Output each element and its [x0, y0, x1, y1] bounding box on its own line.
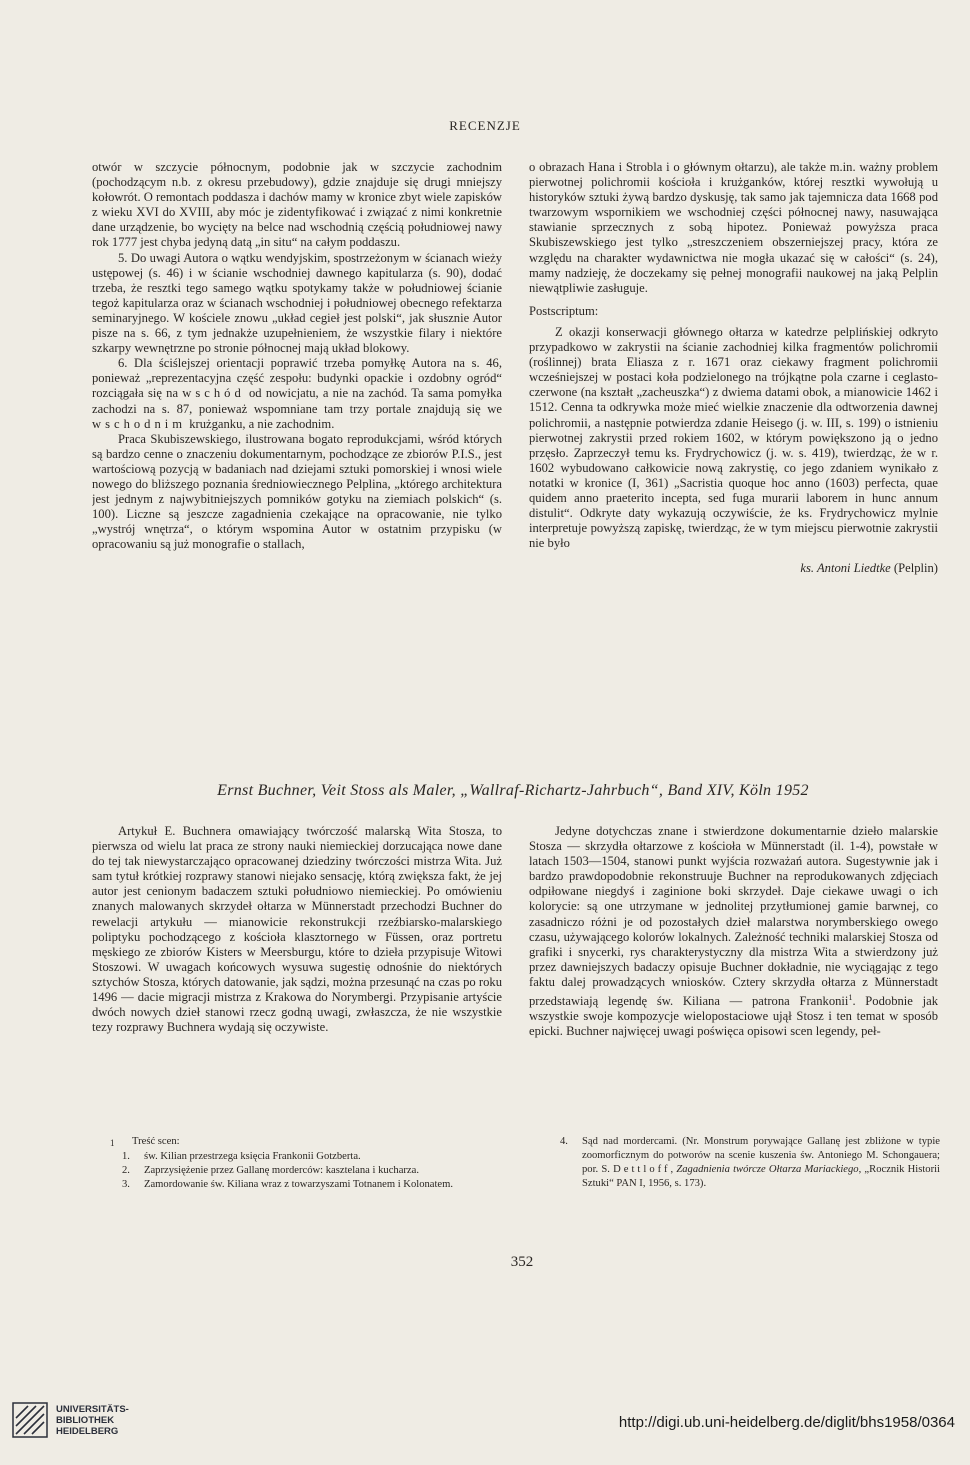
footnote-intro — [110, 1135, 502, 1150]
right-column-top — [529, 160, 938, 576]
footnote-item-number: 3. — [122, 1179, 130, 1190]
paragraph — [92, 356, 502, 431]
paragraph: o obrazach Hana i Strobla i o głównym ołtarzu), ale także m.in. ważny problem pierwotnej polichromii kościoła i krużganków, której resztki wywołują u historyków sztuki żywą bardzo dyskusję, tak samo jak tajemnicza data 1668 pod twarzowym wspornikiem we wschodniej części północnej nawy, nasuwająca stawianie sprzecznych z sobą hipotez. Ponieważ powyższa praca Skubiszewskiego jest tylko „streszczeniem obszerniejszej pracy, która ze względu na charakter wydawnictwa nie mogła ukazać się w całości“ (s. 24), mamy nadzieję, że doczekamy się pełnej monografii naukowej na jaką Pelplin niewątpliwie zasługuje. — [529, 160, 938, 295]
library-name-line: UNIVERSITÄTS- — [56, 1403, 129, 1415]
footnote-item — [110, 1150, 502, 1164]
paragraph: otwór w szczycie północnym, podobnie jak w szczycie zachodnim (pochodzącym n.b. z okresu przebudowy), gdzie znajduje się drugi mniejszy kołowrót. O remontach poddasza i dachów mamy w kronice zbyt wiele zapisków z wieku XVI do XVIII, aby móc je zidentyfikować i związać z nimi konkretnie dane urządzenie, bo wycięty na belce nad wschodnią częścią południowej nawy rok 1777 jest chyba jedyną datą „in situ“ na całym poddaszu. — [92, 160, 502, 250]
spaced-emphasis: Dettloff — [613, 1164, 671, 1175]
source-url[interactable]: http://digi.ub.uni-heidelberg.de/diglit/bhs1958/0364 — [618, 1414, 955, 1431]
paragraph: Z okazji konserwacji głównego ołtarza w katedrze pelplińskiej odkryto przypadkowo w zakrystii na ścianie zachodniej kilka fragmentów polichromii (roślinnej) brata Eliasza z r. 1671 oraz ciekawy fragment polichromii wcześniejszej w postaci koła podzielonego na trójkątne pola czarne i ceglasto-czerwone (na kształt „zacheuszka“) z dwiema datami obok, a mianowicie 1462 i 1512. Cenna ta odkrywka może mieć wielkie znaczenie dla odtworzenia dawnej polichromii, a następnie potwierdza zdanie Heisego (j. w. III, s. 199) o istnieniu pierwotnej zakrystii przed rokiem 1602, w którym powiększono ją o jedno przęsło. Zaprzeczył temu ks. Frydrychowicz (j. w. s. 419), twierdząc, że w r. 1602 wybudowano całkowicie nową zakrystię, co jego zdaniem wynikało z notatki w kronice (I, 361) „Sacristia quoque hoc anno (1603) perfecta, quae quidem anno praeterito incepta, sed fuga murarii laborem in hunc annum distulit“. Odkryte daty wykazują oczywiście, że ks. Frydrychowicz mylnie interpretuje powyższą zapiskę, twierdząc, że w tym miejscu pierwotnie zakrystii nie było — [529, 324, 938, 551]
footnote-item — [110, 1164, 502, 1178]
signature-name: ks. Antoni Liedtke — [800, 561, 891, 576]
footnote-item-text: Zamordowanie św. Kiliana wraz z towarzyszami Totnanem i Kolonatem. — [144, 1179, 454, 1190]
library-logo — [12, 1400, 192, 1440]
footnote-text: , — [670, 1164, 677, 1175]
running-head: RECENZJE — [449, 118, 521, 133]
left-column-bottom — [92, 824, 502, 1035]
footnote-text: Treść scen: — [132, 1136, 180, 1147]
footnote-item — [110, 1178, 502, 1192]
paragraph — [529, 824, 938, 1040]
footnote-number: 1 — [110, 1138, 115, 1148]
footnote-item-text — [582, 1135, 940, 1191]
footnote-item-number: 1. — [122, 1151, 130, 1162]
footnote-text: , „Rocznik Historii Sztuki“ PAN I, 1956, s. 173). — [582, 1164, 941, 1189]
footnotes-left — [110, 1135, 502, 1192]
footnote-item-number: 4. — [560, 1136, 568, 1147]
footnote-item-number: 2. — [122, 1165, 130, 1176]
footnote-ref: 1 — [848, 993, 853, 1003]
library-name-line: HEIDELBERG — [56, 1425, 119, 1437]
paragraph-text: 6. Dla ściślejszej orientacji poprawić trzeba pomyłkę Autora na s. 46, ponieważ „reprezentacyjna część zespołu: budynki opackie i ozdobny ogród“ rozciągała się na — [92, 356, 502, 401]
right-column-bottom — [529, 824, 938, 1040]
left-column-top — [92, 160, 502, 552]
paragraph: 5. Do uwagi Autora o wątku wendyjskim, spostrzeżonym w ścianach wieży ustępowej (s. 46) i w ścianie wschodniej dawnego kapitularza (s. 90), dodać trzeba, że resztki tego samego wątku spotykamy także w południowej ścianie tegoż kapitularza oraz w ścianach wschodniej i południowej obecnego refektarza seminaryjnego. W kościele znowu „układ cegieł jest polski“, jak słusznie Autor pisze na s. 66, z tym jednakże uzupełnieniem, że wszystkie filary i niektóre szkarpy wewnętrzne po stronie północnej mają układ blokowy. — [92, 250, 502, 356]
spaced-emphasis: wschód — [182, 386, 245, 401]
footnote-item-text: Zaprzysiężenie przez Gallanę morderców: kasztelana i kucharza. — [144, 1165, 419, 1176]
footnote-item-text: św. Kilian przestrzega księcia Frankonii Gotzberta. — [144, 1151, 361, 1162]
paragraph: Praca Skubiszewskiego, ilustrowana bogato reprodukcjami, wśród których są bardzo cenne o znaczeniu dokumentarnym, pochodzące ze zbiorów P.I.S., jest wartościową pozycją w badaniach nad dziejami sztuki pomorskiej i wnosi wiele nowego do bliższego poznania średniowiecznego Pelplina, „którego architektura jest jednym z najwybitniejszych pomników gotyku na ziemiach polskich“ (s. 100). Liczne są jeszcze zagadnienia czekające na opracowanie, nie tylko „wystrój wnętrza“, o którym wspomina Autor w ostatnim przypisku (w opracowaniu są już monografie o stallach, — [92, 431, 502, 552]
spaced-emphasis: wschodnim — [92, 416, 187, 431]
paragraph-text: krużganku, a nie zachodnim. — [186, 416, 335, 431]
library-name — [56, 1404, 129, 1437]
paragraph-text: od nowicjatu, a nie na zachód. Ta sama pomyłka zachodzi na s. 87, ponieważ wspomniane tam trzy portale znajdują się we — [92, 386, 502, 416]
library-emblem-icon — [12, 1402, 48, 1438]
footnote-item — [560, 1135, 940, 1191]
author-signature — [529, 561, 938, 576]
library-name-line: BIBLIOTHEK — [56, 1414, 115, 1426]
page-number: 352 — [510, 1254, 534, 1270]
footnote-text: Sąd nad mordercami. (Nr. Monstrum porywające Gallanę jest zbliżone w typie zoomorficznym do potworów na scenie kuszenia św. Antoniego M. Schongauera; por. S. — [582, 1136, 940, 1175]
paragraph-text: . Podobnie jak wszystkie swoje kompozycje wielopostaciowe ujął Stosz i ten temat w sposób epicki. Buchner najwięcej uwagi poświęca opisowi scen legendy, peł- — [529, 994, 938, 1039]
signature-place: (Pelplin) — [893, 561, 938, 576]
italic-title: Zagadnienia twórcze Ołtarza Mariackiego — [676, 1164, 859, 1175]
footnotes-right — [560, 1135, 940, 1191]
paragraph: Artykuł E. Buchnera omawiający twórczość malarską Wita Stosza, to pierwsza od wielu lat praca ze strony nauki niemieckiej dorzucająca nowe dane do tej tak niewystarczająco opracowanej dziedziny twórczości mistrza Wita. Już sam tytuł krótkiej rozprawy stanowi niejako sensację, którą zwiększa fakt, że jej autor jest cenionym badaczem sztuki południowo niemieckiej. Po omówieniu znanych malowanych skrzydeł ołtarza w Münnerstadt przechodzi Buchner do rewelacji artykułu — mianowicie rekonstrukcji rzeźbiarsko-malarskiego poliptyku pochodzącego z kościoła klasztornego w Füssen, oraz portretu męskiego ze zbiorów Kisters w Meersburgu, które to dzieła przypisuje Witowi Stoszowi. W uwagach końcowych wysuwa sugestię odnośnie do niektórych sztychów Stosza, których datowanie, jak sądzi, można przesunąć na czas po roku 1496 — dacie migracji mistrza z Krakowa do Norymbergi. Przypisanie artyście dwóch nowych dzieł stanowi rzecz godną uwagi, zwłaszcza, że nie wszystkie tezy rozprawy Buchnera wydają się oczywiste. — [92, 824, 502, 1035]
paragraph-text: Jedyne dotychczas znane i stwierdzone dokumentarnie dzieło malarskie Stosza — skrzydła ołtarzowe z kościoła w Münnerstadt (il. 1-4), powstałe w latach 1503—1504, stanowi punkt wyjścia rozważań autora. Sugestywnie jak i bardzo prawdopodobnie rekonstruuje Buchner na reprodukowanych zdjęciach odpiłowane niegdyś i zaginione boki skrzydeł. Daje ciekawe uwagi o ich kolorycie: są one utrzymane w jednolitej przytłumionej gamie barwnej, co zasadniczo różni je od pozostałych dzieł malarstwa norymberskiego owego czasu, używającego kolorów lokalnych. Zależność techniki malarskiej Stosza od grafiki i snycerki, rys charakterystyczny dla mistrza Wita a stwierdzony już przez dawniejszych badaczy opisuje Buchner dokładnie, nie wyciągając z tego faktu dalej prowadzących wniosków. Cztery skrzydła ołtarza z Münnerstadt przedstawiają legendę św. Kiliana — patrona Frankonii — [529, 824, 938, 1009]
review-title: Ernst Buchner, Veit Stoss als Maler, „Wallraf-Richartz-Jahrbuch“, Band XIV, Köln 1952 — [217, 782, 809, 799]
postscript-heading: Postscriptum: — [529, 303, 599, 318]
